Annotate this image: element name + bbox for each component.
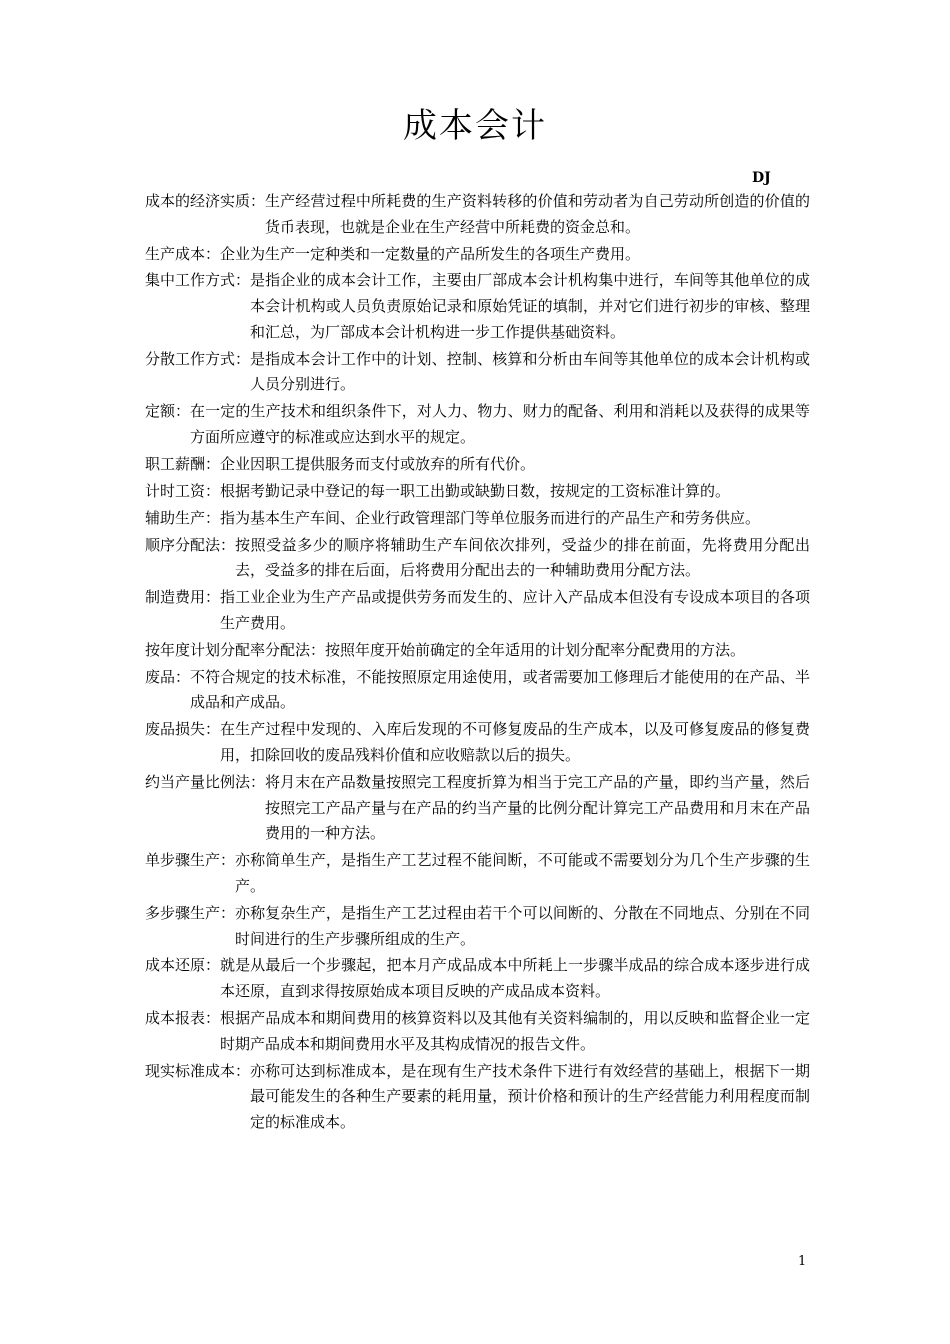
entry-definition: 将月末在产品数量按照完工程度折算为相当于完工产品的产量，即约当产量，然后按照完工产品产量与在产品的约当产量的比例分配计算完工产品费用和月末在产品费用的一种方法。 xyxy=(265,772,810,843)
entry-term: 成本的经济实质： xyxy=(145,192,266,210)
entry-definition: 是指成本会计工作中的计划、控制、核算和分析由车间等其他单位的成本会计机构或人员分别进行。 xyxy=(250,349,810,394)
glossary-entry xyxy=(145,770,810,847)
glossary-entry xyxy=(145,189,810,240)
entry-term: 集中工作方式： xyxy=(145,271,251,290)
glossary xyxy=(145,189,810,1137)
glossary-entry xyxy=(145,452,810,478)
entry-definition: 指工业企业为生产产品或提供劳务而发生的、应计入产品成本但没有专设成本项目的各项生产费用。 xyxy=(220,588,810,632)
entry-definition: 是指企业的成本会计工作，主要由厂部成本会计机构集中进行，车间等其他单位的成本会计机构或人员负责原始记录和原始凭证的填制，并对它们进行初步的审核、整理和汇总，为厂部成本会计机构进一步工作提供基础资料。 xyxy=(250,271,810,341)
glossary-entry xyxy=(145,347,810,398)
glossary-entry xyxy=(145,1006,810,1057)
document-title: 成本会计 xyxy=(403,106,547,146)
entry-definition: 就是从最后一个步骤起，把本月产成品成本中所耗上一步骤半成品的综合成本逐步进行成本还原，直到求得按原始成本项目反映的产成品成本资料。 xyxy=(220,956,810,1001)
entry-definition: 企业为生产一定种类和一定数量的产品所发生的各项生产费用。 xyxy=(220,244,641,263)
entry-term: 按年度计划分配率分配法： xyxy=(145,640,326,659)
entry-term: 多步骤生产： xyxy=(145,903,236,922)
entry-term: 顺序分配法： xyxy=(145,535,236,554)
entry-definition: 亦称简单生产，是指生产工艺过程不能间断，不可能或不需要划分为几个生产步骤的生产。 xyxy=(235,851,810,895)
glossary-entry xyxy=(145,399,810,450)
entry-term: 职工薪酬： xyxy=(145,454,221,473)
glossary-entry xyxy=(145,953,810,1004)
entry-definition: 企业因职工提供服务而支付或放弃的所有代价。 xyxy=(220,454,536,473)
entry-term: 约当产量比例法： xyxy=(145,772,266,791)
entry-definition: 亦称复杂生产，是指生产工艺过程由若干个可以间断的、分散在不同地点、分别在不同时间进行的生产步骤所组成的生产。 xyxy=(235,903,810,948)
entry-term: 定额： xyxy=(145,402,191,421)
entry-term: 辅助生产： xyxy=(145,508,221,527)
entry-term: 废品： xyxy=(145,667,191,686)
entry-definition: 在一定的生产技术和组织条件下，对人力、物力、财力的配备、利用和消耗以及获得的成果等方面所应遵守的标准或应达到水平的规定。 xyxy=(190,402,810,447)
glossary-entry xyxy=(145,1059,810,1136)
entry-term: 生产成本： xyxy=(145,244,221,263)
glossary-entry xyxy=(145,506,810,532)
entry-definition: 亦称可达到标准成本，是在现有生产技术条件下进行有效经营的基础上，根据下一期最可能发生的各种生产要素的耗用量，预计价格和预计的生产经营能力利用程度而制定的标准成本。 xyxy=(250,1061,810,1131)
entry-definition: 在生产过程中发现的、入库后发现的不可修复废品的生产成本，以及可修复废品的修复费用，扣除回收的废品残料价值和应收赔款以后的损失。 xyxy=(220,720,810,765)
entry-definition: 指为基本生产车间、企业行政管理部门等单位服务而进行的产品生产和劳务供应。 xyxy=(220,508,761,527)
entry-term: 现实标准成本： xyxy=(145,1061,251,1080)
page-number: 1 xyxy=(798,1254,807,1269)
entry-term: 制造费用： xyxy=(145,588,221,607)
glossary-entry xyxy=(145,479,810,505)
glossary-entry xyxy=(145,268,810,345)
glossary-entry xyxy=(145,533,810,584)
entry-definition: 按照年度开始前确定的全年适用的计划分配率分配费用的方法。 xyxy=(325,640,746,659)
entry-definition: 不符合规定的技术标准，不能按照原定用途使用，或者需要加工修理后才能使用的在产品、半成品和产成品。 xyxy=(190,667,810,712)
entry-definition: 生产经营过程中所耗费的生产资料转移的价值和劳动者为自己劳动所创造的价值的货币表现，也就是企业在生产经营中所耗费的资金总和。 xyxy=(265,192,810,236)
entry-term: 成本还原： xyxy=(145,956,221,975)
glossary-entry xyxy=(145,585,810,636)
glossary-entry xyxy=(145,242,810,268)
entry-term: 成本报表： xyxy=(145,1008,221,1027)
entry-term: 计时工资： xyxy=(145,481,221,500)
entry-definition: 按照受益多少的顺序将辅助生产车间依次排列，受益少的排在前面，先将费用分配出去，受益多的排在后面，后将费用分配出去的一种辅助费用分配方法。 xyxy=(235,535,810,580)
author-initials: DJ xyxy=(752,170,771,186)
entry-term: 分散工作方式： xyxy=(145,349,251,368)
glossary-entry xyxy=(145,717,810,768)
entry-term: 单步骤生产： xyxy=(145,851,236,870)
glossary-entry xyxy=(145,638,810,664)
entry-term: 废品损失： xyxy=(145,720,221,739)
entry-definition: 根据考勤记录中登记的每一职工出勤或缺勤日数，按规定的工资标准计算的。 xyxy=(220,481,731,500)
entry-definition: 根据产品成本和期间费用的核算资料以及其他有关资料编制的，用以反映和监督企业一定时期产品成本和期间费用水平及其构成情况的报告文件。 xyxy=(220,1008,810,1053)
glossary-entry xyxy=(145,665,810,716)
glossary-entry xyxy=(145,901,810,952)
glossary-entry xyxy=(145,848,810,899)
